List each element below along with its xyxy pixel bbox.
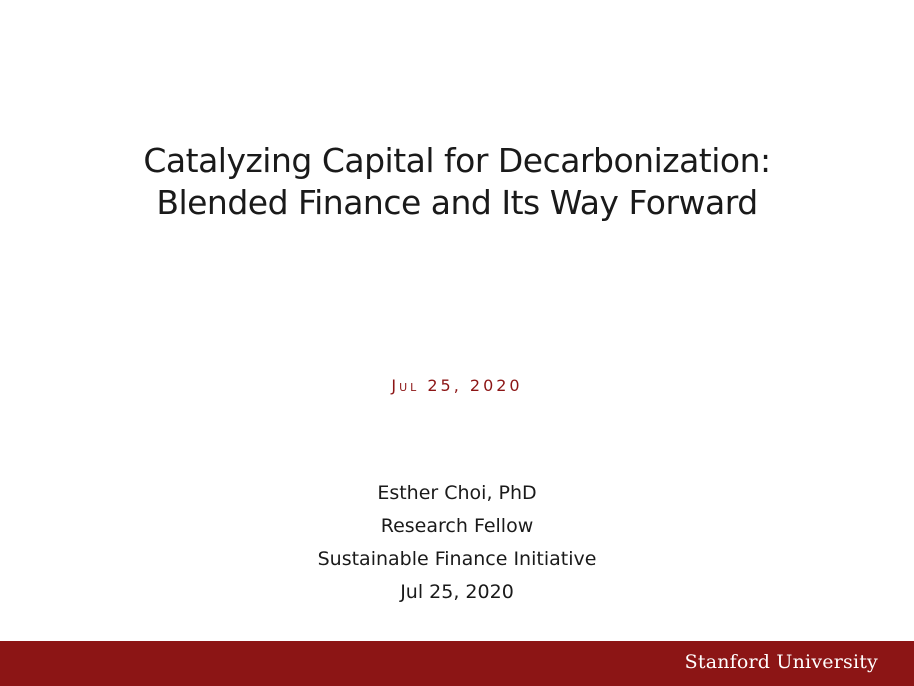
- date-caption: Jul 25, 2020: [391, 376, 523, 395]
- author-name: Esther Choi, PhD: [377, 482, 537, 504]
- title-line-1: Catalyzing Capital for Decarbonization:: [143, 141, 771, 180]
- footer-bar: [0, 641, 914, 686]
- author-role: Research Fellow: [380, 515, 534, 537]
- author-org: Sustainable Finance Initiative: [317, 548, 597, 570]
- slide-title: [0, 140, 914, 224]
- author-date: Jul 25, 2020: [400, 581, 514, 603]
- stanford-wordmark: Stanford University: [684, 651, 878, 673]
- author-block: [0, 477, 914, 609]
- title-line-2: Blended Finance and Its Way Forward: [156, 183, 758, 222]
